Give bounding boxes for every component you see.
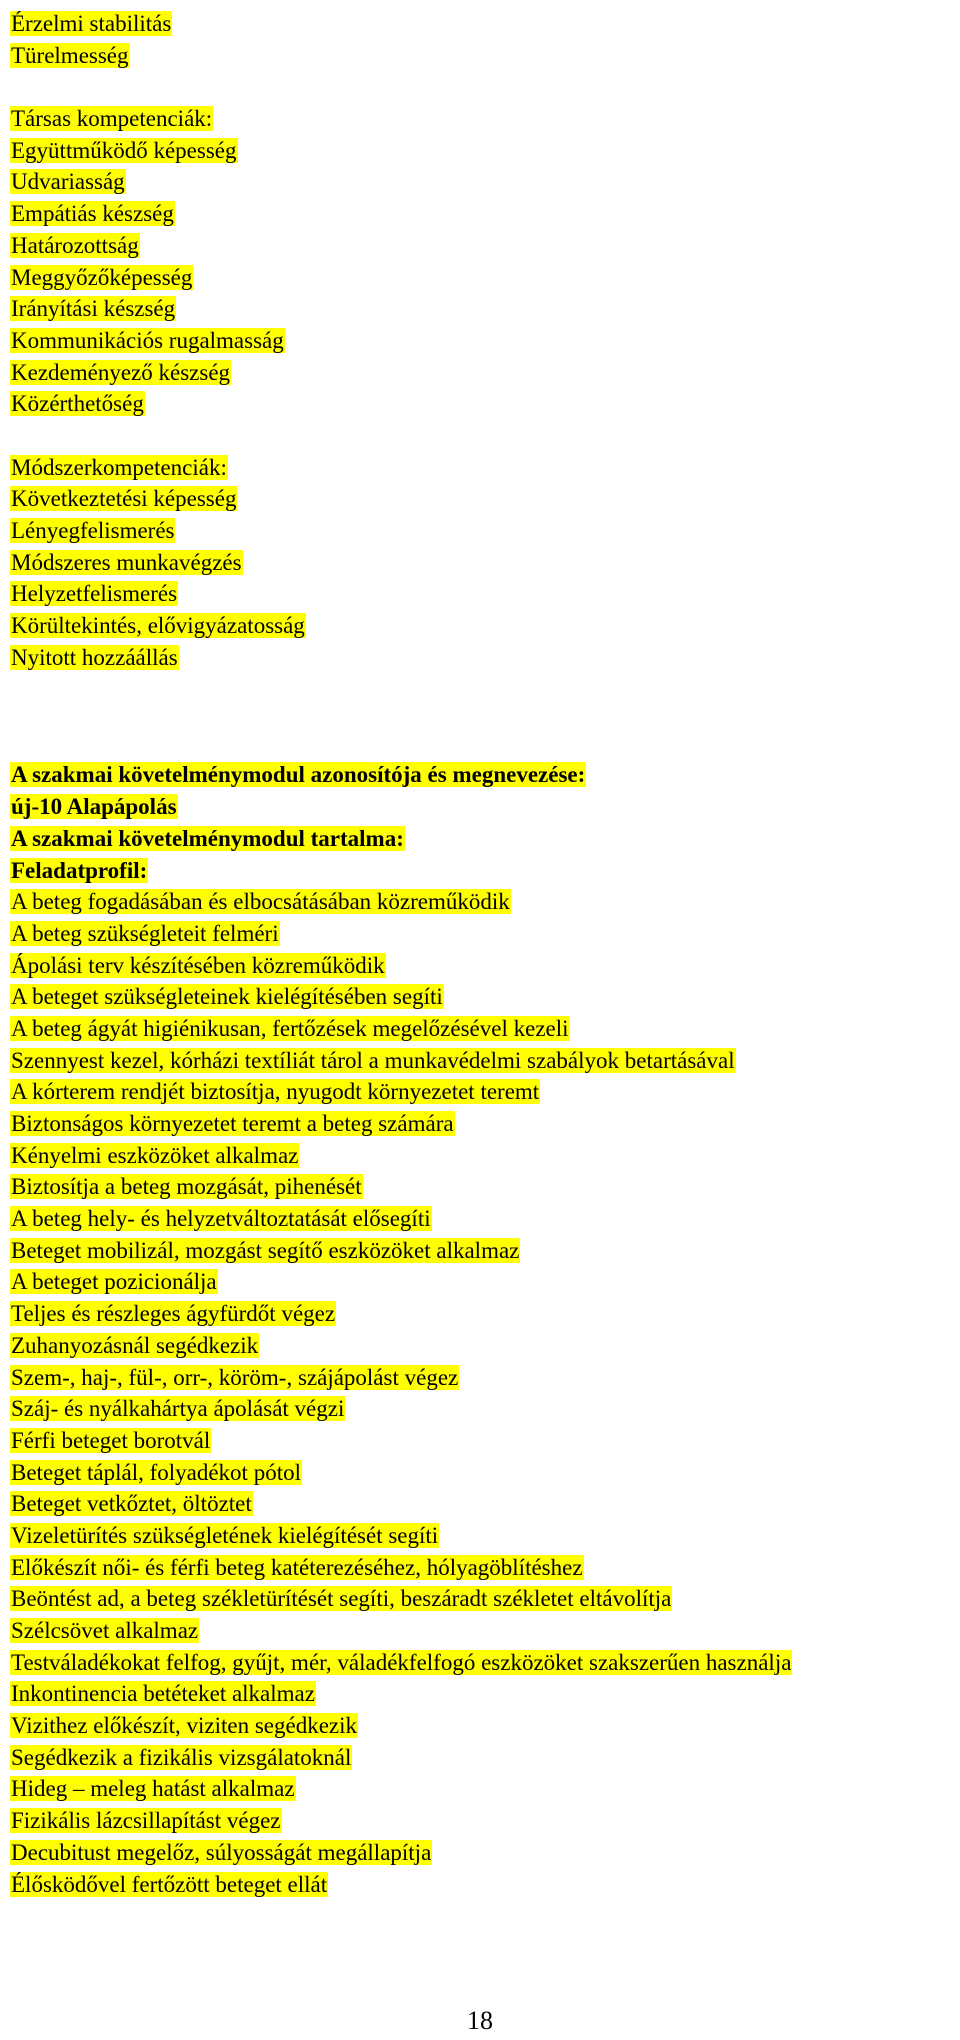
document-page <box>10 8 960 1900</box>
task-item: A kórterem rendjét biztosítja, nyugodt környezetet teremt <box>11 1079 540 1105</box>
section-heading: Társas kompetenciák: <box>11 106 213 132</box>
task-item: Biztonságos környezetet teremt a beteg számára <box>11 1111 454 1136</box>
list-item: Közérthetőség <box>11 391 144 417</box>
task-item: Szennyest kezel, kórházi textíliát tárol a munkavédelmi szabályok betartásával <box>11 1047 735 1073</box>
task-item: Teljes és részleges ágyfürdőt végez <box>11 1301 336 1327</box>
task-list <box>10 886 960 1900</box>
list-item: Következtetési képesség <box>11 486 237 512</box>
task-item: Vizeletürítés szükségletének kielégítését segíti <box>11 1522 439 1548</box>
list-item: Határozottság <box>11 232 139 258</box>
module-content-heading: A szakmai követelménymodul tartalma: <box>11 825 404 851</box>
list-item: Lényegfelismerés <box>11 518 175 543</box>
task-item: Előkészít női- és férfi beteg katéterezéséhez, hólyagöblítéshez <box>11 1554 583 1580</box>
list-item: Helyzetfelismerés <box>11 581 178 607</box>
task-item: Beteget vetkőztet, öltöztet <box>11 1491 252 1517</box>
task-item: A beteget pozicionálja <box>11 1269 217 1295</box>
list-item: Módszeres munkavégzés <box>11 549 242 575</box>
list-item: Érzelmi stabilitás <box>11 11 172 36</box>
task-item: A beteg szükségleteit felméri <box>11 920 279 946</box>
task-profile-heading: Feladatprofil: <box>11 857 148 883</box>
module-section <box>10 759 960 1900</box>
task-item: Kényelmi eszközöket alkalmaz <box>11 1142 299 1168</box>
list-item: Kommunikációs rugalmasság <box>11 327 284 353</box>
task-item: Beteget táplál, folyadékot pótol <box>11 1459 301 1485</box>
section-heading: Módszerkompetenciák: <box>11 454 227 480</box>
list-item: Udvariasság <box>11 169 125 195</box>
module-id-heading: A szakmai követelménymodul azonosítója és megnevezése: <box>11 762 586 788</box>
task-item: Beteget mobilizál, mozgást segítő eszközöket alkalmaz <box>11 1237 520 1263</box>
task-item: Fizikális lázcsillapítást végez <box>11 1808 281 1834</box>
task-item: A beteg ágyát higiénikusan, fertőzések megelőzésével kezeli <box>11 1015 569 1041</box>
list-item: Együttműködő képesség <box>11 137 237 163</box>
task-item: Biztosítja a beteg mozgását, pihenését <box>11 1174 362 1200</box>
task-item: Szem-, haj-, fül-, orr-, köröm-, szájápolást végez <box>11 1364 459 1390</box>
task-item: Élősködővel fertőzött beteget ellát <box>11 1871 328 1897</box>
task-item: Hideg – meleg hatást alkalmaz <box>11 1776 295 1802</box>
list-item: Körültekintés, elővigyázatosság <box>11 613 305 639</box>
task-item: Ápolási terv készítésében közreműködik <box>11 952 385 978</box>
task-item: Vizithez előkészít, viziten segédkezik <box>11 1713 358 1739</box>
task-item: Decubitust megelőz, súlyosságát megállapítja <box>11 1839 432 1865</box>
task-item: Segédkezik a fizikális vizsgálatoknál <box>11 1744 352 1770</box>
task-item: Zuhanyozásnál segédkezik <box>11 1332 259 1358</box>
personal-competencies <box>10 8 960 71</box>
task-item: A beteg hely- és helyzetváltoztatását elősegíti <box>11 1206 431 1232</box>
module-id-value: új-10 Alapápolás <box>11 794 177 820</box>
page-number: 18 <box>467 2006 493 2035</box>
task-item: Testváladékokat felfog, gyűjt, mér, váladékfelfogó eszközöket szakszerűen használja <box>11 1649 792 1675</box>
task-item: Férfi beteget borotvál <box>11 1427 211 1453</box>
spacer <box>10 673 960 759</box>
spacer <box>10 71 960 103</box>
list-item: Irányítási készség <box>11 296 176 322</box>
spacer <box>10 420 960 452</box>
task-item: A beteg fogadásában és elbocsátásában közreműködik <box>11 889 510 915</box>
list-item: Meggyőzőképesség <box>11 264 193 290</box>
social-competencies <box>10 103 960 420</box>
method-competencies <box>10 452 960 674</box>
task-item: Beöntést ad, a beteg székletürítését segíti, beszáradt székletet eltávolítja <box>11 1586 672 1612</box>
task-item: Inkontinencia betéteket alkalmaz <box>11 1681 315 1707</box>
task-item: A beteget szükségleteinek kielégítésében segíti <box>11 984 443 1010</box>
list-item: Türelmesség <box>11 42 129 68</box>
task-item: Szélcsövet alkalmaz <box>11 1618 199 1643</box>
list-item: Empátiás készség <box>11 201 174 227</box>
list-item: Nyitott hozzáállás <box>11 644 178 670</box>
task-item: Száj- és nyálkahártya ápolását végzi <box>11 1396 345 1422</box>
list-item: Kezdeményező készség <box>11 359 231 385</box>
